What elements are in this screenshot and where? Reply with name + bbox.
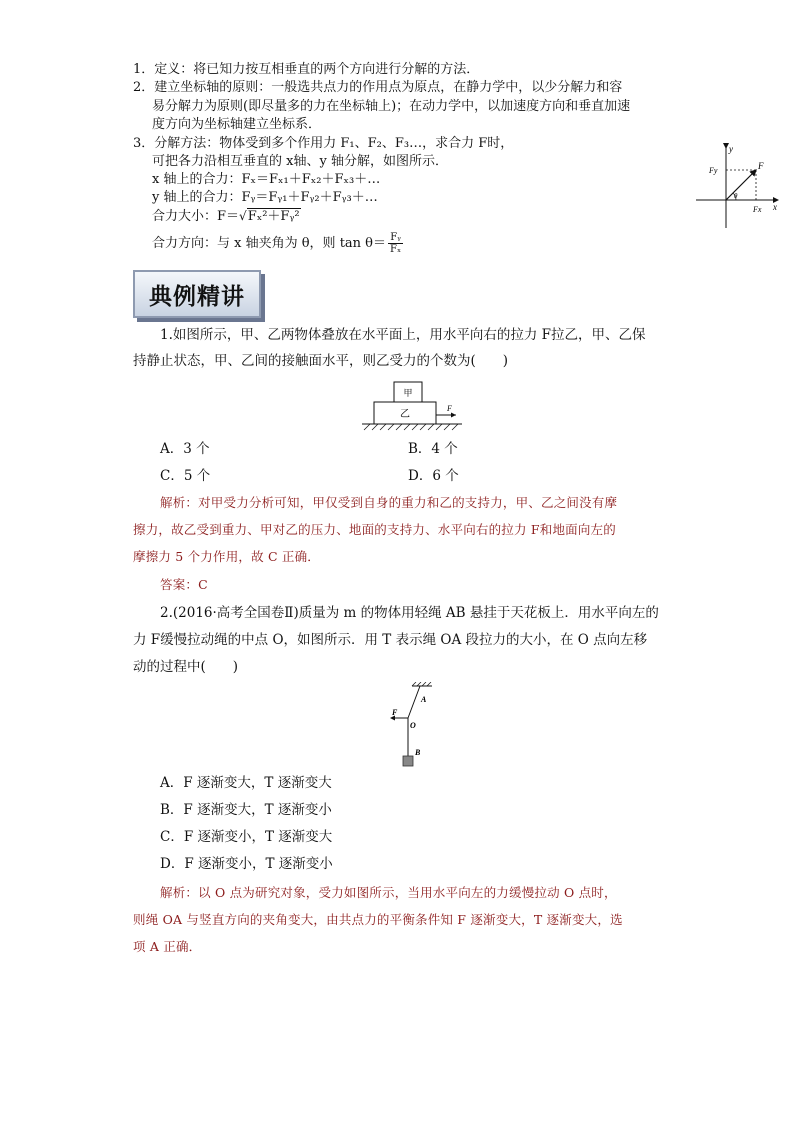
force-f-label: F [392,708,398,717]
fx-label: Fx [753,205,762,214]
block-bottom-label: 乙 [400,409,410,420]
x-label: x [773,202,777,212]
q2-option-d: D．F 逐渐变小，T 逐渐变小 [160,856,333,872]
banner-box [133,270,261,318]
q1-option-c: C．5 个 [160,468,211,484]
section-banner [133,270,263,320]
q2-analysis-line2: 则绳 OA 与竖直方向的夹角变大，由共点力的平衡条件知 F 逐渐变大，T 逐渐变大，选 [133,912,623,927]
point-o-label: O [410,721,416,730]
q2-stem-line2: 力 F缓慢拉动绳的中点 O，如图所示．用 T 表示绳 OA 段拉力的大小，在 O 点向左移 [133,632,648,648]
y-axis-sum: y 轴上的合力：Fᵧ＝Fᵧ₁＋Fᵧ₂＋Fᵧ₃＋… [152,190,378,205]
pull-arrowhead [451,413,456,418]
q2-option-a: A．F 逐渐变大，T 逐渐变大 [160,775,332,791]
magnitude-formula: 合力大小：F＝√Fₓ²＋Fᵧ² [152,209,300,224]
theory-item-3-line2: 可把各力沿相互垂直的 x轴、y 轴分解，如图所示． [152,154,448,169]
rope-oa [408,686,420,718]
theory-item-2-line1: 2．建立坐标轴的原则：一般选共点力的作用点为原点，在静力学中，以少分解力和容 [133,80,623,95]
ceiling-hatching [412,682,431,686]
q1-stem-line2: 持静止状态，甲、乙间的接触面水平，则乙受力的个数为( ) [133,353,509,369]
q1-option-b: B．4 个 [408,441,458,457]
q2-stem-line1: 2.(2016·高考全国卷Ⅱ)质量为 m 的物体用轻绳 AB 悬挂于天花板上．用水平向左的 [160,605,659,621]
q2-option-c: C．F 逐渐变小，T 逐渐变大 [160,829,333,845]
y-label: y [729,144,733,154]
hanging-mass [403,756,413,766]
q2-figure [384,682,438,768]
theory-item-2-line2: 易分解力为原则(即尽量多的力在坐标轴上)；在动力学中，以加速度方向和垂直加速 [152,99,631,114]
fy-label: Fy [709,166,718,175]
magnitude-root: Fₓ²＋Fᵧ² [247,209,300,224]
q1-analysis-line1: 解析：对甲受力分析可知，甲仅受到自身的重力和乙的支持力，甲、乙之间没有摩 [160,495,618,510]
direction-label: 合力方向：与 x 轴夹角为 θ，则 tan θ＝ [152,236,386,251]
q1-figure [360,380,464,436]
q1-analysis-line3: 摩擦力 5 个力作用，故 C 正确． [133,549,321,564]
tan-numerator: Fᵧ [388,232,403,244]
tan-denominator: Fₓ [390,244,402,255]
q1-stem-line1: 1.如图所示，甲、乙两物体叠放在水平面上，用水平向右的拉力 F拉乙，甲、乙保 [160,327,646,343]
theory-item-2-line3: 度方向为坐标轴建立坐标系． [152,117,322,132]
direction-formula [152,232,403,255]
block-top-label: 甲 [403,389,413,399]
coordinate-figure [692,140,784,232]
banner-title: 典例精讲 [149,283,245,310]
theory-item-1: 1．定义：将已知力按互相垂直的两个方向进行分解的方法． [133,62,480,77]
q2-stem-line3: 动的过程中( ) [133,659,239,675]
q1-answer: 答案：C [160,577,208,592]
q1-analysis-line2: 擦力，故乙受到重力、甲对乙的压力、地面的支持力、水平向右的拉力 F和地面向左的 [133,522,616,537]
q2-option-b: B．F 逐渐变大，T 逐渐变小 [160,802,332,818]
q2-analysis-line3: 项 A 正确． [133,939,202,954]
point-b-label: B [415,748,421,757]
q1-option-d: D．6 个 [408,468,459,484]
q2-analysis-line1: 解析：以 O 点为研究对象，受力如图所示，当用水平向左的力缓慢拉动 O 点时， [160,885,617,900]
f-label: F [758,161,764,171]
theta-label: θ [734,192,738,200]
magnitude-label: 合力大小：F＝ [152,209,240,224]
force-vector [726,170,756,200]
x-axis-sum: x 轴上的合力：Fₓ＝Fₓ₁＋Fₓ₂＋Fₓ₃＋… [152,172,381,187]
point-a-label: A [421,695,427,704]
tan-fraction [388,232,403,255]
theory-item-3-line1: 3．分解方法：物体受到多个作用力 F₁、F₂、F₃…，求合力 F时， [133,136,514,151]
q1-option-a: A．3 个 [160,441,210,457]
force-label: F [447,404,452,413]
ground-hatching [364,424,458,430]
